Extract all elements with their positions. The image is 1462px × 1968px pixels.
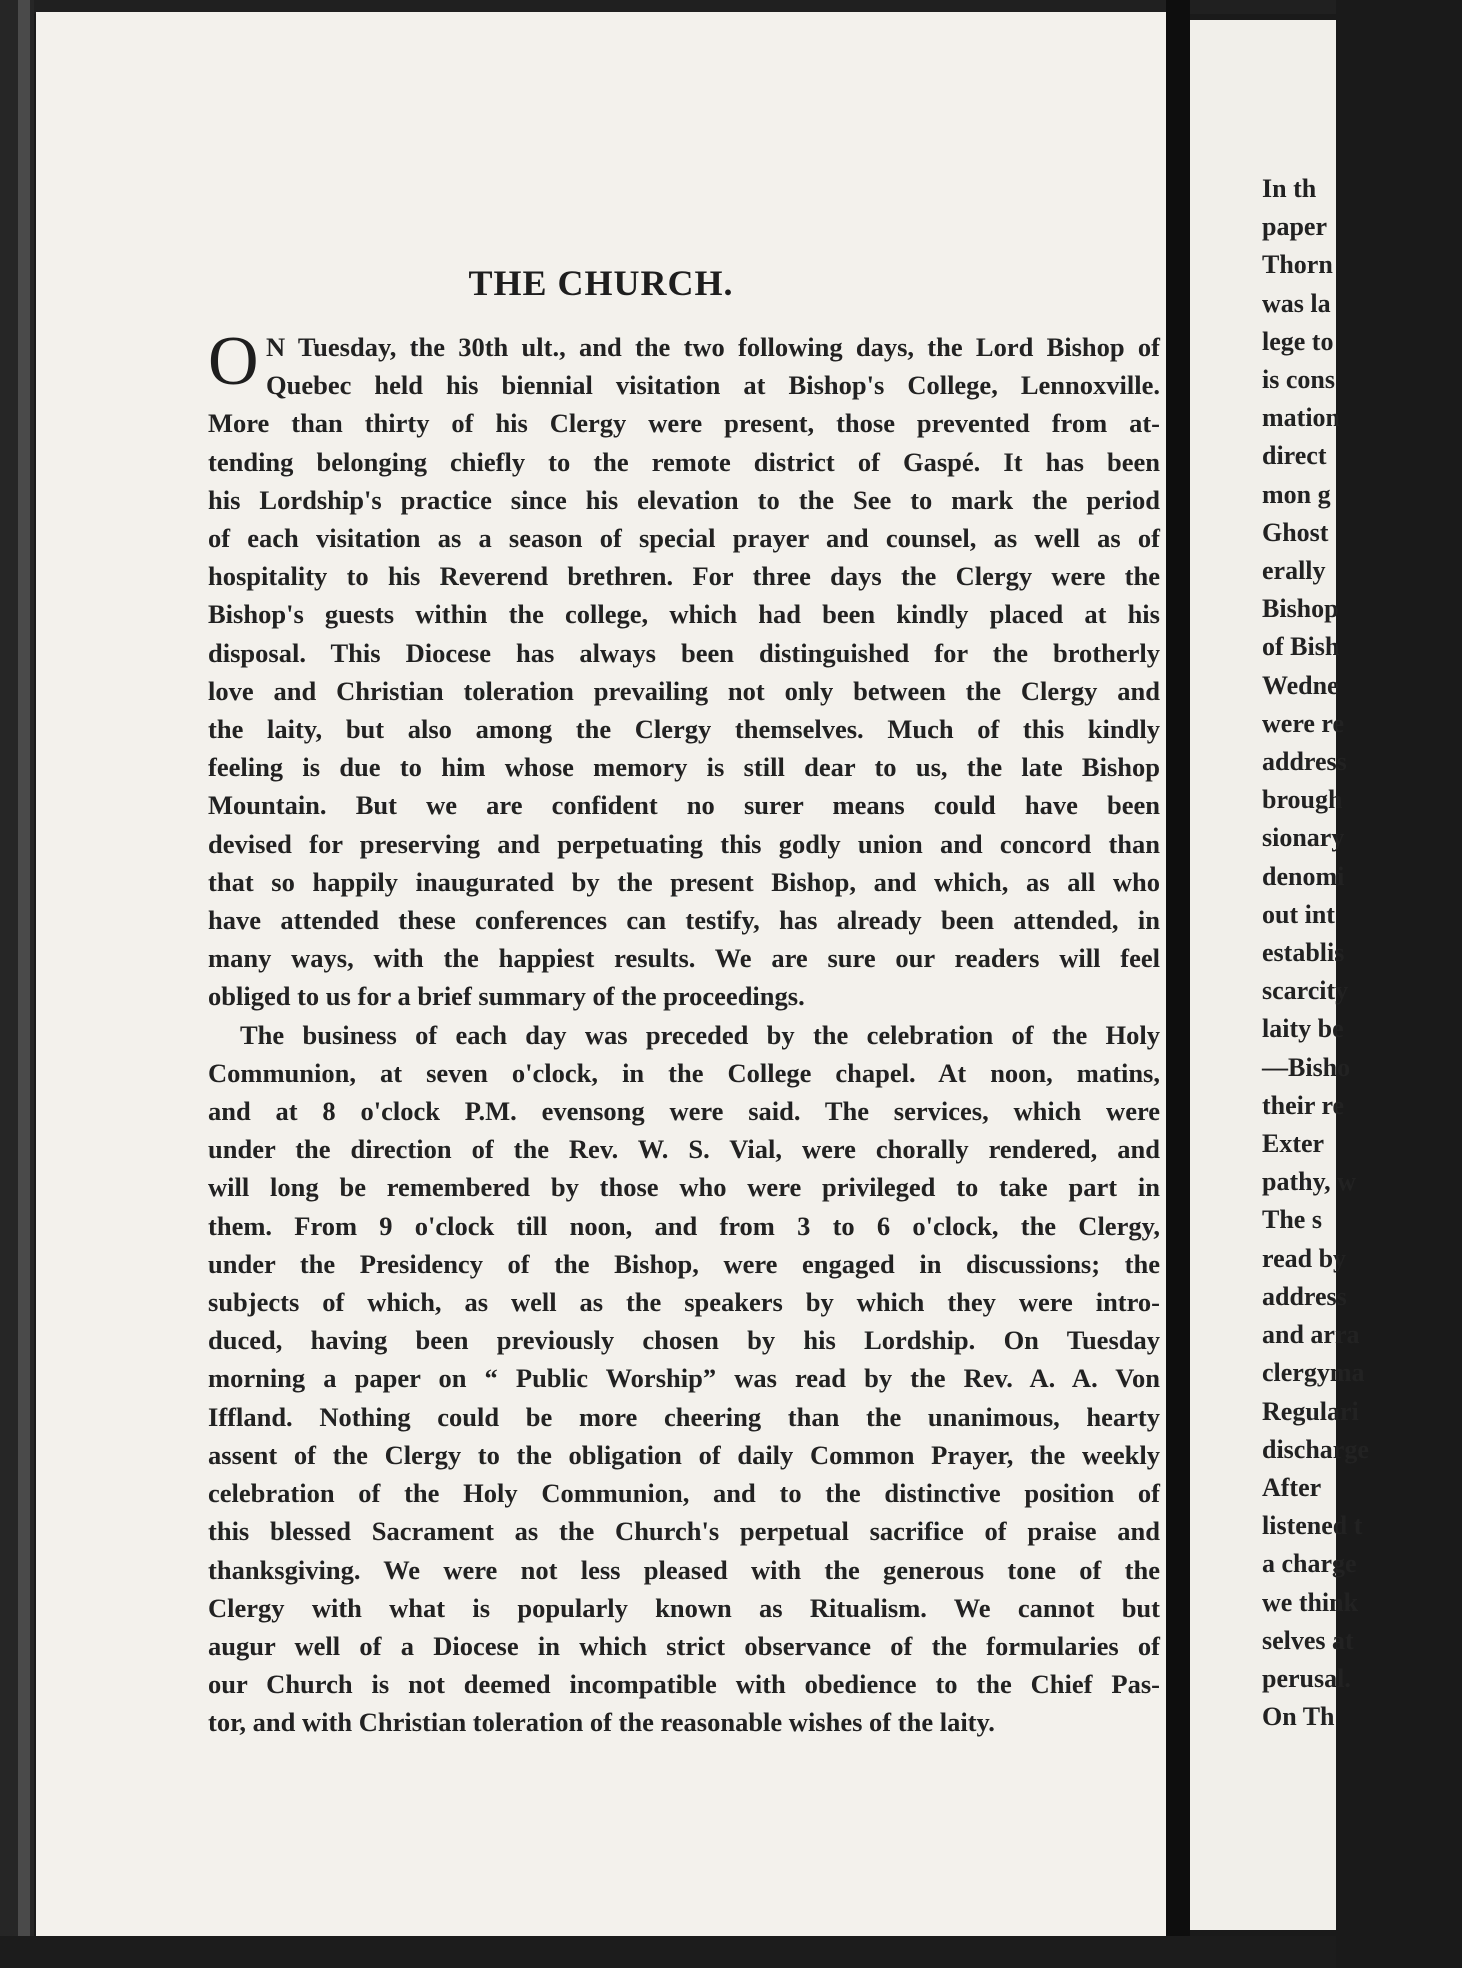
fragment-line: and arra [1262, 1320, 1360, 1350]
text-line: augur well of a Diocese in which strict observance of the formularies of [208, 1630, 1160, 1661]
left-page [36, 12, 1166, 1936]
text-line: assent of the Clergy to the obligation of daily Common Prayer, the weekly [208, 1439, 1160, 1470]
right-page [1190, 20, 1369, 1930]
text-line: that so happily inaugurated by the present Bishop, and which, as all who [208, 866, 1160, 897]
fragment-line: denomi [1262, 861, 1345, 891]
fragment-line: their re [1262, 1090, 1345, 1120]
fragment-line: pathy, w [1262, 1167, 1356, 1197]
text-line: subjects of which, as well as the speakers by which they were intro- [208, 1287, 1160, 1318]
fragment-line: we think [1262, 1587, 1359, 1617]
fragment-line: paper [1262, 212, 1327, 242]
fragment-line: discharge [1262, 1434, 1369, 1464]
text-line: Communion, at seven o'clock, in the College chapel. At noon, matins, [208, 1057, 1160, 1088]
fragment-line: a charge [1262, 1549, 1357, 1579]
fragment-line: sionary [1262, 823, 1345, 853]
text-line: Mountain. But we are confident no surer means could have been [208, 790, 1160, 821]
fragment-line: —Bisho [1262, 1052, 1351, 1082]
fragment-line: clergyma [1262, 1358, 1365, 1388]
text-line: N Tuesday, the 30th ult., and the two following days, the Lord Bishop of [266, 332, 1160, 362]
fragment-line: address [1262, 747, 1347, 777]
text-line: them. From 9 o'clock till noon, and from 3 to 6 o'clock, the Clergy, [208, 1210, 1160, 1241]
text-line: Quebec held his biennial visitation at Bishop's College, Lennoxville. [266, 370, 1160, 401]
fragment-line: read by [1262, 1243, 1347, 1273]
fragment-line: listened t [1262, 1511, 1363, 1541]
fragment-line: lege to [1262, 326, 1334, 356]
text-line: thanksgiving. We were not less pleased with the generous tone of the [208, 1554, 1160, 1585]
text-line: the laity, but also among the Clergy themselves. Much of this kindly [208, 714, 1160, 745]
text-line: celebration of the Holy Communion, and to the distinctive position of [208, 1478, 1160, 1509]
text-line: this blessed Sacrament as the Church's perpetual sacrifice of praise and [208, 1516, 1160, 1547]
text-line: duced, having been previously chosen by his Lordship. On Tuesday [208, 1325, 1160, 1356]
text-line: disposal. This Diocese has always been distinguished for the brotherly [208, 637, 1160, 668]
fragment-line: mation [1262, 403, 1340, 433]
text-line: tor, and with Christian toleration of the reasonable wishes of the laity. [208, 1707, 995, 1738]
fragment-line: were re [1262, 708, 1345, 738]
fragment-line: Thorn [1262, 250, 1333, 280]
fragment-line: Exter [1262, 1129, 1325, 1159]
text-line: Bishop's guests within the college, which had been kindly placed at his [208, 599, 1160, 630]
scan-frame-left [0, 0, 34, 1968]
text-line: many ways, with the happiest results. We are sure our readers will feel [208, 943, 1160, 974]
paragraph-2 [208, 1016, 1160, 1742]
fragment-line: establis [1262, 938, 1345, 968]
text-line: devised for preserving and perpetuating this godly union and concord than [208, 828, 1160, 859]
fragment-line: Ghost [1262, 517, 1329, 547]
fragment-line: laity be [1262, 1014, 1344, 1044]
text-line: and at 8 o'clock P.M. evensong were said. The services, which were [208, 1096, 1160, 1127]
fragment-line: The s [1262, 1205, 1322, 1235]
fragment-line: is cons [1262, 365, 1335, 395]
fragment-line: brough [1262, 785, 1343, 815]
text-line: under the direction of the Rev. W. S. Vial, were chorally rendered, and [208, 1134, 1160, 1165]
text-line: Iffland. Nothing could be more cheering than the unanimous, hearty [208, 1401, 1160, 1432]
fragment-line: out int [1262, 899, 1335, 929]
text-line: under the Presidency of the Bishop, were engaged in discussions; the [208, 1248, 1160, 1279]
fragment-line: address [1262, 1281, 1347, 1311]
fragment-line: direct [1262, 441, 1327, 471]
fragment-line: of Bish [1262, 632, 1340, 662]
fragment-line: Wedne [1262, 670, 1339, 700]
text-line: The business of each day was preceded by the celebration of the Holy [240, 1019, 1160, 1050]
fragment-line: In th [1262, 174, 1317, 203]
text-line: our Church is not deemed incompatible with obedience to the Chief Pas- [208, 1669, 1160, 1700]
fragment-line: scarcity [1262, 976, 1349, 1006]
drop-cap: O [208, 323, 259, 400]
text-line: More than thirty of his Clergy were present, those prevented from at- [208, 408, 1160, 439]
article-title: THE CHURCH. [468, 263, 734, 303]
fragment-line: Regulari [1262, 1396, 1359, 1426]
fragment-line: Bishop [1262, 594, 1339, 624]
text-line: morning a paper on “ Public Worship” was read by the Rev. A. A. Von [208, 1363, 1160, 1394]
right-page-text-fragments [1262, 170, 1462, 1736]
scan-frame-bottom [0, 1936, 1336, 1968]
fragment-line: erally [1262, 556, 1326, 586]
fragment-line: perusal. [1262, 1663, 1351, 1693]
text-line: hospitality to his Reverend brethren. For three days the Clergy were the [208, 561, 1160, 592]
text-line: his Lordship's practice since his elevation to the See to mark the period [208, 484, 1160, 515]
fragment-line: was la [1262, 288, 1331, 318]
paragraph-1 [208, 323, 1160, 1016]
text-line: Clergy with what is popularly known as Ritualism. We cannot but [208, 1592, 1160, 1623]
fragment-line: mon g [1262, 479, 1331, 509]
text-line: obliged to us for a brief summary of the proceedings. [208, 981, 805, 1012]
text-line: have attended these conferences can testify, has already been attended, in [208, 905, 1160, 936]
text-line: will long be remembered by those who were privileged to take part in [208, 1172, 1160, 1203]
article-body [208, 323, 1160, 1742]
fragment-line: After [1262, 1472, 1322, 1502]
text-line: tending belonging chiefly to the remote district of Gaspé. It has been [208, 446, 1160, 477]
book-gutter [1166, 0, 1190, 1968]
text-line: of each visitation as a season of special prayer and counsel, as well as of [208, 523, 1160, 554]
text-line: feeling is due to him whose memory is still dear to us, the late Bishop [208, 752, 1160, 783]
text-line: love and Christian toleration prevailing not only between the Clergy and [208, 675, 1160, 706]
fragment-line: selves at [1262, 1625, 1354, 1655]
fragment-line: On Th [1262, 1702, 1335, 1732]
